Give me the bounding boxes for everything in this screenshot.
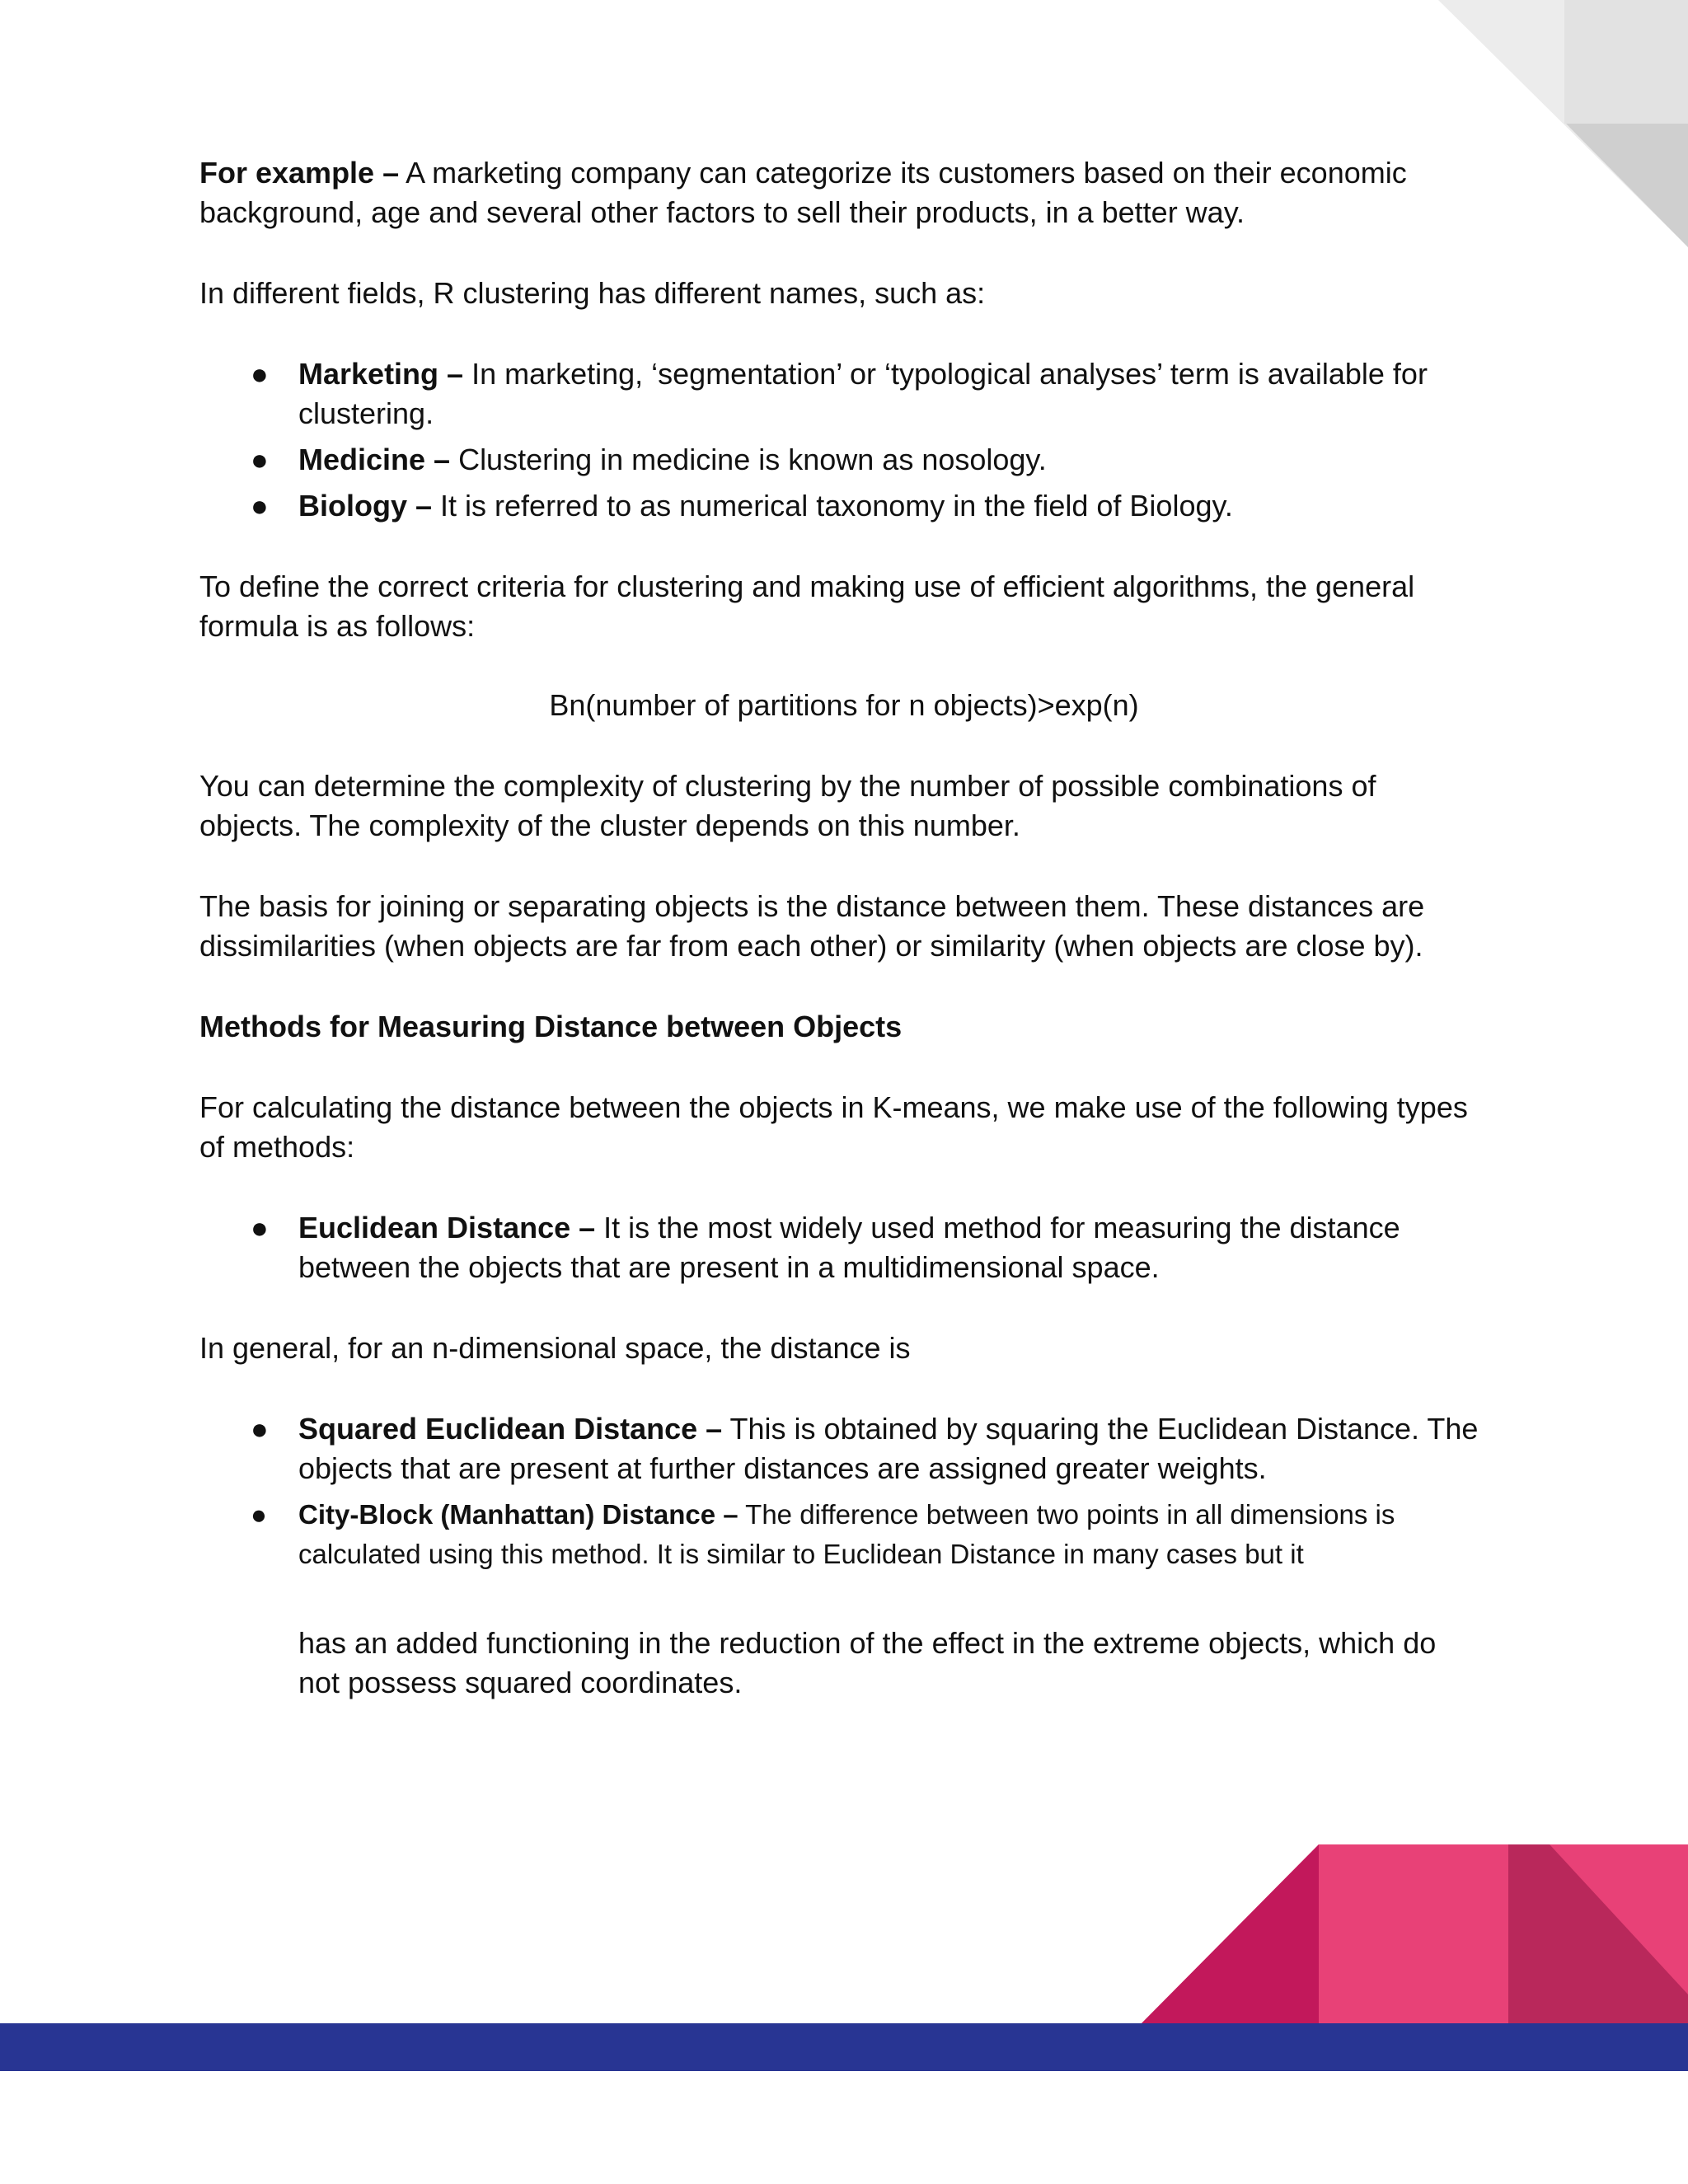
- bottom-corner-pink-dark-triangle: [1142, 1844, 1319, 2023]
- complexity-paragraph: You can determine the complexity of clustering by the number of possible combinations of objects. The complexity of the cluster depends on this number.: [199, 769, 1376, 842]
- bullet-icon: ●: [251, 357, 269, 391]
- list-item-text: Clustering in medicine is known as nosology.: [450, 443, 1047, 476]
- criteria-paragraph: To define the correct criteria for clustering and making use of efficient algorithms, the general formula is as follows:: [199, 569, 1415, 643]
- list-item: [199, 1495, 1485, 1574]
- document-body: [199, 153, 1485, 1703]
- methods-list: [199, 1208, 1485, 1287]
- bottom-navy-band: [0, 2023, 1688, 2071]
- basis-paragraph: The basis for joining or separating objects is the distance between them. These distances are dissimilarities (when objects are far from each other) or similarity (when objects are close by).: [199, 889, 1425, 963]
- fields-list: [199, 354, 1485, 526]
- list-item-term: Biology –: [298, 489, 433, 523]
- list-item-text: This is obtained by squaring the Euclidean Distance. The objects that are present at further distances are assigned greater weights.: [298, 1412, 1479, 1485]
- example-term: For example –: [199, 156, 400, 190]
- bullet-icon: ●: [251, 443, 269, 476]
- list-item: [199, 1409, 1485, 1488]
- general-paragraph: In general, for an n-dimensional space, the distance is: [199, 1331, 911, 1365]
- list-item-term: Squared Euclidean Distance –: [298, 1412, 723, 1446]
- list-item-text: It is referred to as numerical taxonomy in the field of Biology.: [432, 489, 1233, 523]
- list-item: [199, 440, 1485, 480]
- example-paragraph: [199, 153, 1485, 232]
- methods-list-2: [199, 1409, 1485, 1574]
- continued-paragraph: has an added functioning in the reduction of the effect in the extreme objects, which do not possess squared coordinates.: [298, 1626, 1437, 1699]
- list-item-text: It is the most widely used method for measuring the distance between the objects that are present in a multidimensional space.: [298, 1211, 1400, 1284]
- list-item-term: City-Block (Manhattan) Distance –: [298, 1499, 738, 1530]
- list-item-text: The difference between two points in all dimensions is calculated using this method. It is similar to Euclidean Distance in many cases but it: [298, 1499, 1395, 1569]
- list-item-term: Euclidean Distance –: [298, 1211, 596, 1244]
- bullet-icon: ●: [251, 1499, 267, 1530]
- list-item: [199, 1208, 1485, 1287]
- list-item-text: In marketing, ‘segmentation’ or ‘typological analyses’ term is available for clustering.: [298, 357, 1428, 430]
- bullet-icon: ●: [251, 1211, 269, 1244]
- methods-intro: For calculating the distance between the objects in K-means, we make use of the following types of methods:: [199, 1090, 1468, 1164]
- example-text: A marketing company can categorize its customers based on their economic background, age and several other factors to sell their products, in a better way.: [199, 156, 1407, 229]
- list-item: [199, 354, 1485, 434]
- bullet-icon: ●: [251, 1412, 269, 1446]
- list-item-term: Marketing –: [298, 357, 464, 391]
- list-item: [199, 486, 1485, 526]
- top-corner-square: [1564, 0, 1688, 124]
- bullet-icon: ●: [251, 489, 269, 523]
- list-item-term: Medicine –: [298, 443, 451, 476]
- methods-heading: Methods for Measuring Distance between Objects: [199, 1010, 903, 1043]
- formula: Bn(number of partitions for n objects)>exp(n): [549, 688, 1139, 722]
- fields-intro: In different fields, R clustering has different names, such as:: [199, 276, 986, 310]
